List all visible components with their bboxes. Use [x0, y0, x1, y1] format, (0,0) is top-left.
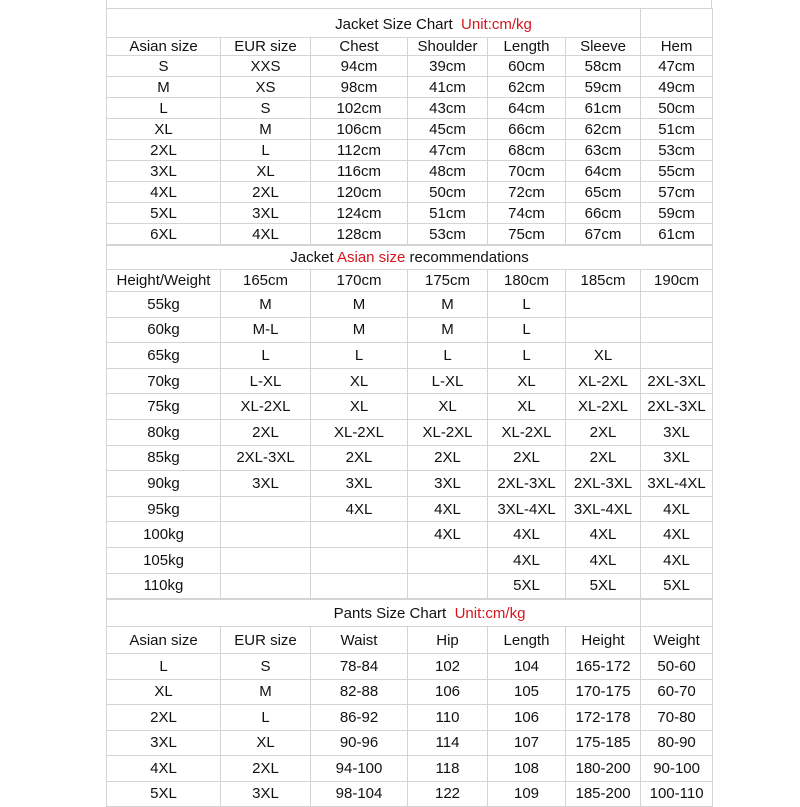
column-header: Chest	[311, 38, 408, 56]
table-row	[107, 224, 713, 245]
table-cell: 4XL	[488, 547, 566, 573]
table-cell: 3XL-4XL	[641, 471, 713, 497]
table-cell: 110	[408, 705, 488, 731]
table-cell: L	[221, 140, 311, 161]
table-row	[107, 756, 713, 782]
table-cell	[408, 547, 488, 573]
table-cell: 102cm	[311, 98, 408, 119]
table-cell: XL	[311, 394, 408, 420]
table-cell	[641, 292, 713, 318]
table-cell: 2XL	[488, 445, 566, 471]
table-cell: M	[311, 317, 408, 343]
table-cell: 72cm	[488, 182, 566, 203]
table-cell: XL-2XL	[566, 394, 641, 420]
table-cell: 106cm	[311, 119, 408, 140]
table-cell: 61cm	[566, 98, 641, 119]
table-cell: L-XL	[408, 368, 488, 394]
table-cell: L	[221, 343, 311, 369]
table-cell: 2XL	[221, 419, 311, 445]
column-header: 190cm	[641, 270, 713, 292]
table-cell	[641, 317, 713, 343]
table-cell: 3XL	[107, 730, 221, 756]
table-cell: 2XL-3XL	[221, 445, 311, 471]
column-header: Height	[566, 627, 641, 654]
column-header: 185cm	[566, 270, 641, 292]
table-cell: L	[488, 292, 566, 318]
table-cell: 100kg	[107, 522, 221, 548]
table-row	[107, 140, 713, 161]
table-cell: 2XL	[311, 445, 408, 471]
column-header: 165cm	[221, 270, 311, 292]
column-header: Length	[488, 38, 566, 56]
table-cell: 5XL	[107, 781, 221, 807]
pants-title	[107, 600, 641, 627]
table-cell: 90-96	[311, 730, 408, 756]
table-cell: 3XL-4XL	[488, 496, 566, 522]
table-cell: 80kg	[107, 419, 221, 445]
table-cell: 4XL	[641, 547, 713, 573]
table-cell: 3XL	[408, 471, 488, 497]
table-cell: 5XL	[107, 203, 221, 224]
table-row	[107, 394, 713, 420]
table-cell: 94cm	[311, 56, 408, 77]
table-cell: S	[221, 98, 311, 119]
table-row	[107, 573, 713, 599]
rec-title-suffix: recommendations	[409, 249, 529, 266]
table-cell: 2XL-3XL	[641, 394, 713, 420]
table-cell: 102	[408, 654, 488, 680]
table-row	[107, 471, 713, 497]
column-header: Waist	[311, 627, 408, 654]
table-cell: L-XL	[221, 368, 311, 394]
table-cell: 60-70	[641, 679, 713, 705]
table-cell: 90kg	[107, 471, 221, 497]
table-cell: 108	[488, 756, 566, 782]
table-cell: 48cm	[408, 161, 488, 182]
table-row	[107, 292, 713, 318]
table-cell: 43cm	[408, 98, 488, 119]
table-cell: 50-60	[641, 654, 713, 680]
table-row	[107, 77, 713, 98]
table-cell: S	[221, 654, 311, 680]
table-cell: 110kg	[107, 573, 221, 599]
column-header: 175cm	[408, 270, 488, 292]
jacket-title	[107, 9, 641, 38]
jacket-recommendation-table	[106, 245, 713, 599]
table-cell: 63cm	[566, 140, 641, 161]
size-chart-document	[106, 0, 712, 807]
table-cell: 5XL	[641, 573, 713, 599]
table-cell: 60kg	[107, 317, 221, 343]
table-cell: XL	[107, 679, 221, 705]
table-cell: 86-92	[311, 705, 408, 731]
table-cell: 6XL	[107, 224, 221, 245]
table-cell: 4XL	[221, 224, 311, 245]
table-cell: 58cm	[566, 56, 641, 77]
table-row	[107, 98, 713, 119]
table-cell: XL-2XL	[566, 368, 641, 394]
table-cell: XS	[221, 77, 311, 98]
table-cell	[221, 547, 311, 573]
table-cell: 70cm	[488, 161, 566, 182]
table-row	[107, 654, 713, 680]
column-header: Weight	[641, 627, 713, 654]
table-cell: L	[107, 98, 221, 119]
table-cell: M	[107, 77, 221, 98]
table-cell: 3XL	[641, 419, 713, 445]
table-cell: M	[408, 317, 488, 343]
table-cell: XL-2XL	[408, 419, 488, 445]
table-cell: 47cm	[408, 140, 488, 161]
column-header: 170cm	[311, 270, 408, 292]
column-header: Height/Weight	[107, 270, 221, 292]
table-row	[107, 203, 713, 224]
table-cell: 4XL	[408, 522, 488, 548]
empty-cell	[641, 600, 713, 627]
table-cell: 175-185	[566, 730, 641, 756]
table-cell: 2XL	[221, 182, 311, 203]
table-cell: XL	[311, 368, 408, 394]
table-cell: 51cm	[408, 203, 488, 224]
table-row	[107, 56, 713, 77]
table-cell: 60cm	[488, 56, 566, 77]
table-cell: 55cm	[641, 161, 713, 182]
table-cell: 4XL	[107, 756, 221, 782]
table-cell: M	[221, 119, 311, 140]
table-cell	[311, 547, 408, 573]
column-header: EUR size	[221, 627, 311, 654]
table-row	[107, 119, 713, 140]
table-cell: 39cm	[408, 56, 488, 77]
table-cell: 78-84	[311, 654, 408, 680]
table-cell: 106	[408, 679, 488, 705]
table-cell: 53cm	[641, 140, 713, 161]
table-cell: 180-200	[566, 756, 641, 782]
table-cell: 59cm	[641, 203, 713, 224]
table-cell: 107	[488, 730, 566, 756]
table-cell: 3XL	[107, 161, 221, 182]
jacket-title-row	[107, 9, 713, 38]
pants-size-table	[106, 599, 713, 807]
table-cell: 64cm	[566, 161, 641, 182]
table-cell: XL	[221, 730, 311, 756]
column-header: Length	[488, 627, 566, 654]
table-cell: 124cm	[311, 203, 408, 224]
table-cell: L	[488, 317, 566, 343]
table-cell: M	[311, 292, 408, 318]
table-cell: XL	[488, 368, 566, 394]
table-cell: M	[221, 679, 311, 705]
column-header: Asian size	[107, 38, 221, 56]
table-cell: L	[488, 343, 566, 369]
table-cell: 75kg	[107, 394, 221, 420]
table-cell: 2XL	[566, 419, 641, 445]
table-cell: 172-178	[566, 705, 641, 731]
table-cell: 75cm	[488, 224, 566, 245]
table-cell: 5XL	[566, 573, 641, 599]
table-cell: 98cm	[311, 77, 408, 98]
table-cell	[311, 573, 408, 599]
pants-unit: Unit:cm/kg	[454, 604, 526, 622]
table-cell: 95kg	[107, 496, 221, 522]
table-cell	[221, 522, 311, 548]
table-row	[107, 705, 713, 731]
table-cell: 4XL	[408, 496, 488, 522]
table-cell: 2XL-3XL	[641, 368, 713, 394]
table-cell: 106	[488, 705, 566, 731]
table-cell: 41cm	[408, 77, 488, 98]
table-cell: 3XL	[641, 445, 713, 471]
table-cell: 66cm	[488, 119, 566, 140]
table-cell: 116cm	[311, 161, 408, 182]
table-cell: 57cm	[641, 182, 713, 203]
table-cell: 4XL	[566, 522, 641, 548]
table-cell: 2XL	[107, 705, 221, 731]
table-cell: 3XL	[311, 471, 408, 497]
table-cell: 59cm	[566, 77, 641, 98]
table-cell: L	[311, 343, 408, 369]
table-cell	[221, 496, 311, 522]
table-cell: 165-172	[566, 654, 641, 680]
table-cell: 94-100	[311, 756, 408, 782]
table-row	[107, 547, 713, 573]
table-cell: 64cm	[488, 98, 566, 119]
header-row	[107, 270, 713, 292]
column-header: Hem	[641, 38, 713, 56]
table-cell: L	[221, 705, 311, 731]
table-cell: XL-2XL	[221, 394, 311, 420]
table-cell: 90-100	[641, 756, 713, 782]
table-cell: 185-200	[566, 781, 641, 807]
table-cell: 50cm	[641, 98, 713, 119]
table-row	[107, 445, 713, 471]
table-cell: 61cm	[641, 224, 713, 245]
pants-title-row	[107, 600, 713, 627]
table-row	[107, 781, 713, 807]
table-cell	[311, 522, 408, 548]
table-cell: 62cm	[488, 77, 566, 98]
column-header: EUR size	[221, 38, 311, 56]
table-cell: 122	[408, 781, 488, 807]
column-header: Shoulder	[408, 38, 488, 56]
jacket-unit: Unit:cm/kg	[461, 15, 532, 33]
empty-cell	[641, 9, 713, 38]
table-cell: 2XL-3XL	[488, 471, 566, 497]
table-cell: L	[107, 654, 221, 680]
table-row	[107, 368, 713, 394]
table-cell: 45cm	[408, 119, 488, 140]
table-cell: 51cm	[641, 119, 713, 140]
table-cell: 105kg	[107, 547, 221, 573]
table-row	[107, 496, 713, 522]
table-cell: XL	[566, 343, 641, 369]
jacket-title-text: Jacket Size Chart	[335, 15, 453, 33]
table-cell: 70-80	[641, 705, 713, 731]
table-cell: 2XL	[408, 445, 488, 471]
pants-title-text: Pants Size Chart	[333, 604, 447, 622]
table-cell: 74cm	[488, 203, 566, 224]
table-cell: XXS	[221, 56, 311, 77]
table-cell: 114	[408, 730, 488, 756]
table-cell: 4XL	[566, 547, 641, 573]
table-cell: 112cm	[311, 140, 408, 161]
table-cell: XL	[107, 119, 221, 140]
table-cell: 4XL	[107, 182, 221, 203]
table-cell: 3XL	[221, 781, 311, 807]
table-cell: 62cm	[566, 119, 641, 140]
rec-title-prefix: Jacket	[290, 249, 334, 266]
table-cell: M	[408, 292, 488, 318]
table-cell: 4XL	[641, 496, 713, 522]
table-row	[107, 182, 713, 203]
table-cell: 47cm	[641, 56, 713, 77]
header-row	[107, 627, 713, 654]
table-cell: 2XL	[107, 140, 221, 161]
column-header: Sleeve	[566, 38, 641, 56]
table-cell: 65kg	[107, 343, 221, 369]
table-cell: 109	[488, 781, 566, 807]
table-cell: 65cm	[566, 182, 641, 203]
table-cell: M	[221, 292, 311, 318]
table-cell	[641, 343, 713, 369]
table-cell: 118	[408, 756, 488, 782]
table-cell: 104	[488, 654, 566, 680]
table-cell: 82-88	[311, 679, 408, 705]
table-cell: 67cm	[566, 224, 641, 245]
table-cell: 105	[488, 679, 566, 705]
table-cell	[566, 292, 641, 318]
table-cell: 70kg	[107, 368, 221, 394]
table-cell: 80-90	[641, 730, 713, 756]
table-cell	[566, 317, 641, 343]
table-cell: XL	[221, 161, 311, 182]
table-cell: 4XL	[641, 522, 713, 548]
table-cell: XL	[488, 394, 566, 420]
table-cell: 4XL	[488, 522, 566, 548]
table-row	[107, 317, 713, 343]
table-row	[107, 522, 713, 548]
table-cell: 3XL-4XL	[566, 496, 641, 522]
table-row	[107, 730, 713, 756]
table-cell: 5XL	[488, 573, 566, 599]
table-row	[107, 161, 713, 182]
table-cell: 53cm	[408, 224, 488, 245]
top-border-strip	[106, 0, 712, 8]
table-cell: 66cm	[566, 203, 641, 224]
table-cell: 50cm	[408, 182, 488, 203]
jacket-size-table	[106, 8, 713, 245]
column-header: Asian size	[107, 627, 221, 654]
table-cell: XL-2XL	[488, 419, 566, 445]
table-cell: 49cm	[641, 77, 713, 98]
recommendation-title-row	[107, 246, 713, 270]
table-cell: 2XL	[221, 756, 311, 782]
table-cell: XL	[408, 394, 488, 420]
table-cell: 2XL-3XL	[566, 471, 641, 497]
table-cell	[221, 573, 311, 599]
table-cell: 120cm	[311, 182, 408, 203]
table-cell: 4XL	[311, 496, 408, 522]
column-header: 180cm	[488, 270, 566, 292]
table-cell: M-L	[221, 317, 311, 343]
table-cell: 68cm	[488, 140, 566, 161]
table-cell: XL-2XL	[311, 419, 408, 445]
table-cell: 85kg	[107, 445, 221, 471]
table-cell: 170-175	[566, 679, 641, 705]
table-cell: 55kg	[107, 292, 221, 318]
column-header: Hip	[408, 627, 488, 654]
header-row	[107, 38, 713, 56]
rec-title-highlight: Asian size	[336, 249, 406, 266]
recommendation-title	[107, 246, 713, 270]
table-cell: 3XL	[221, 471, 311, 497]
table-cell: 100-110	[641, 781, 713, 807]
table-cell: 98-104	[311, 781, 408, 807]
table-row	[107, 419, 713, 445]
table-cell	[408, 573, 488, 599]
table-row	[107, 343, 713, 369]
table-row	[107, 679, 713, 705]
table-cell: 2XL	[566, 445, 641, 471]
table-cell: 128cm	[311, 224, 408, 245]
table-cell: S	[107, 56, 221, 77]
table-cell: 3XL	[221, 203, 311, 224]
table-cell: L	[408, 343, 488, 369]
